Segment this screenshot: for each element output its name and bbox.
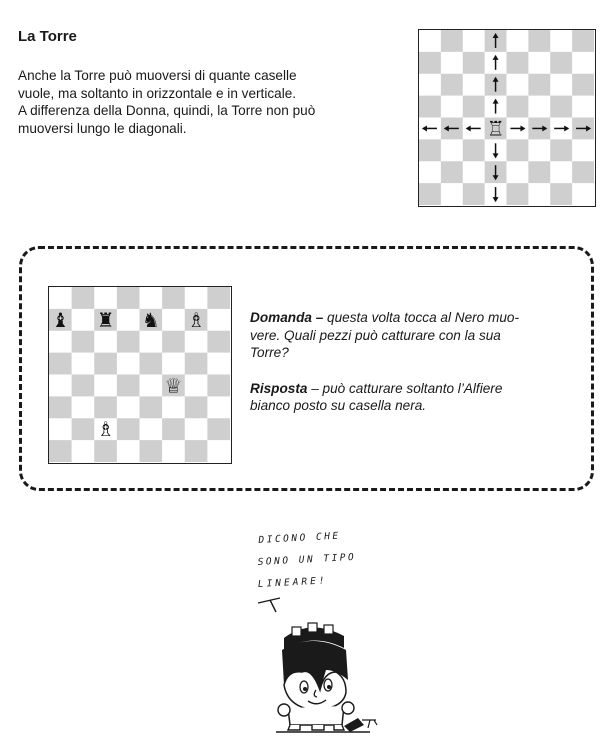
board-square	[49, 375, 72, 397]
board-square	[207, 418, 230, 440]
question-text: questa volta tocca al Nero muo-	[323, 310, 519, 325]
board-square	[419, 52, 441, 74]
board-square	[117, 353, 140, 375]
board-square	[507, 161, 529, 183]
board-square	[507, 74, 529, 96]
board-square	[572, 52, 594, 74]
black-bishop-piece: ♝	[51, 307, 70, 332]
board-square	[117, 440, 140, 462]
board-square	[117, 396, 140, 418]
board-square	[207, 353, 230, 375]
board-square	[49, 287, 72, 309]
board-square	[463, 161, 485, 183]
board-square	[72, 440, 95, 462]
board-square	[550, 139, 572, 161]
board-square	[463, 139, 485, 161]
board-square	[94, 331, 117, 353]
board-square	[441, 183, 463, 205]
answer-text: – può catturare soltanto l’Alfiere	[307, 380, 503, 396]
board-square	[72, 309, 95, 331]
board-square	[550, 74, 572, 96]
intro-line: Anche la Torre può muoversi di quante caselle	[18, 68, 297, 83]
answer-text: bianco posto su casella nera.	[250, 398, 427, 413]
board-square	[162, 309, 185, 331]
question-answer	[250, 309, 580, 433]
board-square	[419, 139, 441, 161]
board-square	[49, 396, 72, 418]
speech-line: SONO UN TIPO	[257, 551, 357, 568]
board-square	[117, 287, 140, 309]
board-square	[72, 353, 95, 375]
question-text: Torre?	[250, 345, 289, 360]
question-label: Domanda –	[250, 310, 324, 325]
board-square	[507, 30, 529, 52]
board-square	[550, 161, 572, 183]
board-square	[550, 52, 572, 74]
board-square	[94, 440, 117, 462]
rook-mascot-illustration	[240, 520, 440, 745]
board-square	[49, 418, 72, 440]
board-square	[441, 30, 463, 52]
board-square	[572, 74, 594, 96]
answer-paragraph	[250, 380, 580, 415]
board-square	[94, 396, 117, 418]
board-square	[441, 74, 463, 96]
board-square	[72, 375, 95, 397]
board-square	[463, 183, 485, 205]
board-square	[140, 331, 163, 353]
board-square	[162, 418, 185, 440]
board-square	[528, 96, 550, 118]
board-square	[419, 30, 441, 52]
board-square	[528, 52, 550, 74]
board-square	[185, 331, 208, 353]
board-square	[572, 139, 594, 161]
intro-line: A differenza della Donna, quindi, la Torre non può	[18, 103, 316, 118]
board-square	[117, 309, 140, 331]
black-rook-piece: ♜	[96, 307, 115, 332]
board-square	[162, 440, 185, 462]
board-square	[94, 353, 117, 375]
board-square	[507, 96, 529, 118]
board-square	[185, 287, 208, 309]
white-bishop-piece: ♗	[187, 307, 206, 332]
board-square	[72, 331, 95, 353]
board-square	[528, 139, 550, 161]
board-square	[507, 183, 529, 205]
board-square	[528, 74, 550, 96]
board-square	[185, 353, 208, 375]
board-square	[117, 375, 140, 397]
board-square	[463, 30, 485, 52]
board-square	[441, 139, 463, 161]
speech-line: DICONO CHE	[258, 530, 341, 546]
board-square	[463, 74, 485, 96]
board-square	[162, 331, 185, 353]
board-square	[463, 52, 485, 74]
board-square	[140, 396, 163, 418]
board-square	[419, 74, 441, 96]
board-square	[441, 52, 463, 74]
white-bishop-piece: ♗	[96, 417, 115, 442]
board-square	[94, 287, 117, 309]
board-square	[72, 418, 95, 440]
board-square	[528, 161, 550, 183]
board-square	[550, 96, 572, 118]
board-square	[117, 331, 140, 353]
board-square	[140, 418, 163, 440]
board-square	[117, 418, 140, 440]
board-square	[140, 375, 163, 397]
board-square	[572, 30, 594, 52]
board-square	[528, 183, 550, 205]
board-square	[49, 440, 72, 462]
board-square	[550, 183, 572, 205]
board-square	[207, 331, 230, 353]
exercise-diagram	[48, 286, 232, 464]
board-square	[463, 96, 485, 118]
board-square	[94, 375, 117, 397]
board-square	[162, 287, 185, 309]
page-title: La Torre	[18, 28, 77, 45]
board-square	[72, 396, 95, 418]
rook-cartoon	[240, 520, 440, 745]
speech-line: LINEARE!	[257, 575, 328, 590]
white-rook-piece: ♖	[486, 116, 505, 141]
question-paragraph	[250, 309, 580, 362]
board-square	[207, 375, 230, 397]
board-square	[507, 52, 529, 74]
board-square	[419, 183, 441, 205]
board-square	[207, 309, 230, 331]
board-square	[550, 30, 572, 52]
board-square	[140, 440, 163, 462]
board-square	[140, 353, 163, 375]
board-square	[441, 96, 463, 118]
white-queen-piece: ♕	[164, 373, 183, 398]
answer-label: Risposta	[250, 380, 308, 396]
board-square	[572, 183, 594, 205]
intro-line: muoversi lungo le diagonali.	[18, 120, 187, 136]
board-square	[185, 418, 208, 440]
question-text: vere. Quali pezzi può catturare con la sua	[250, 327, 501, 343]
board-square	[207, 396, 230, 418]
board-square	[162, 396, 185, 418]
board-square	[140, 287, 163, 309]
board-square	[49, 331, 72, 353]
board-square	[572, 96, 594, 118]
board-square	[419, 96, 441, 118]
rook-moves-diagram	[418, 29, 596, 207]
board-square	[185, 375, 208, 397]
board-square	[572, 161, 594, 183]
board-square	[441, 161, 463, 183]
board-square	[185, 440, 208, 462]
exercise-board	[49, 287, 230, 462]
intro-line: vuole, ma soltanto in orizzontale e in verticale.	[18, 85, 297, 101]
board-square	[49, 353, 72, 375]
board-square	[72, 287, 95, 309]
board-square	[207, 440, 230, 462]
rook-moves-board	[419, 30, 594, 205]
board-square	[207, 287, 230, 309]
black-knight-piece: ♞	[141, 307, 160, 332]
board-square	[528, 30, 550, 52]
intro-text	[18, 67, 398, 137]
board-square	[162, 353, 185, 375]
board-square	[185, 396, 208, 418]
board-square	[507, 139, 529, 161]
board-square	[419, 161, 441, 183]
